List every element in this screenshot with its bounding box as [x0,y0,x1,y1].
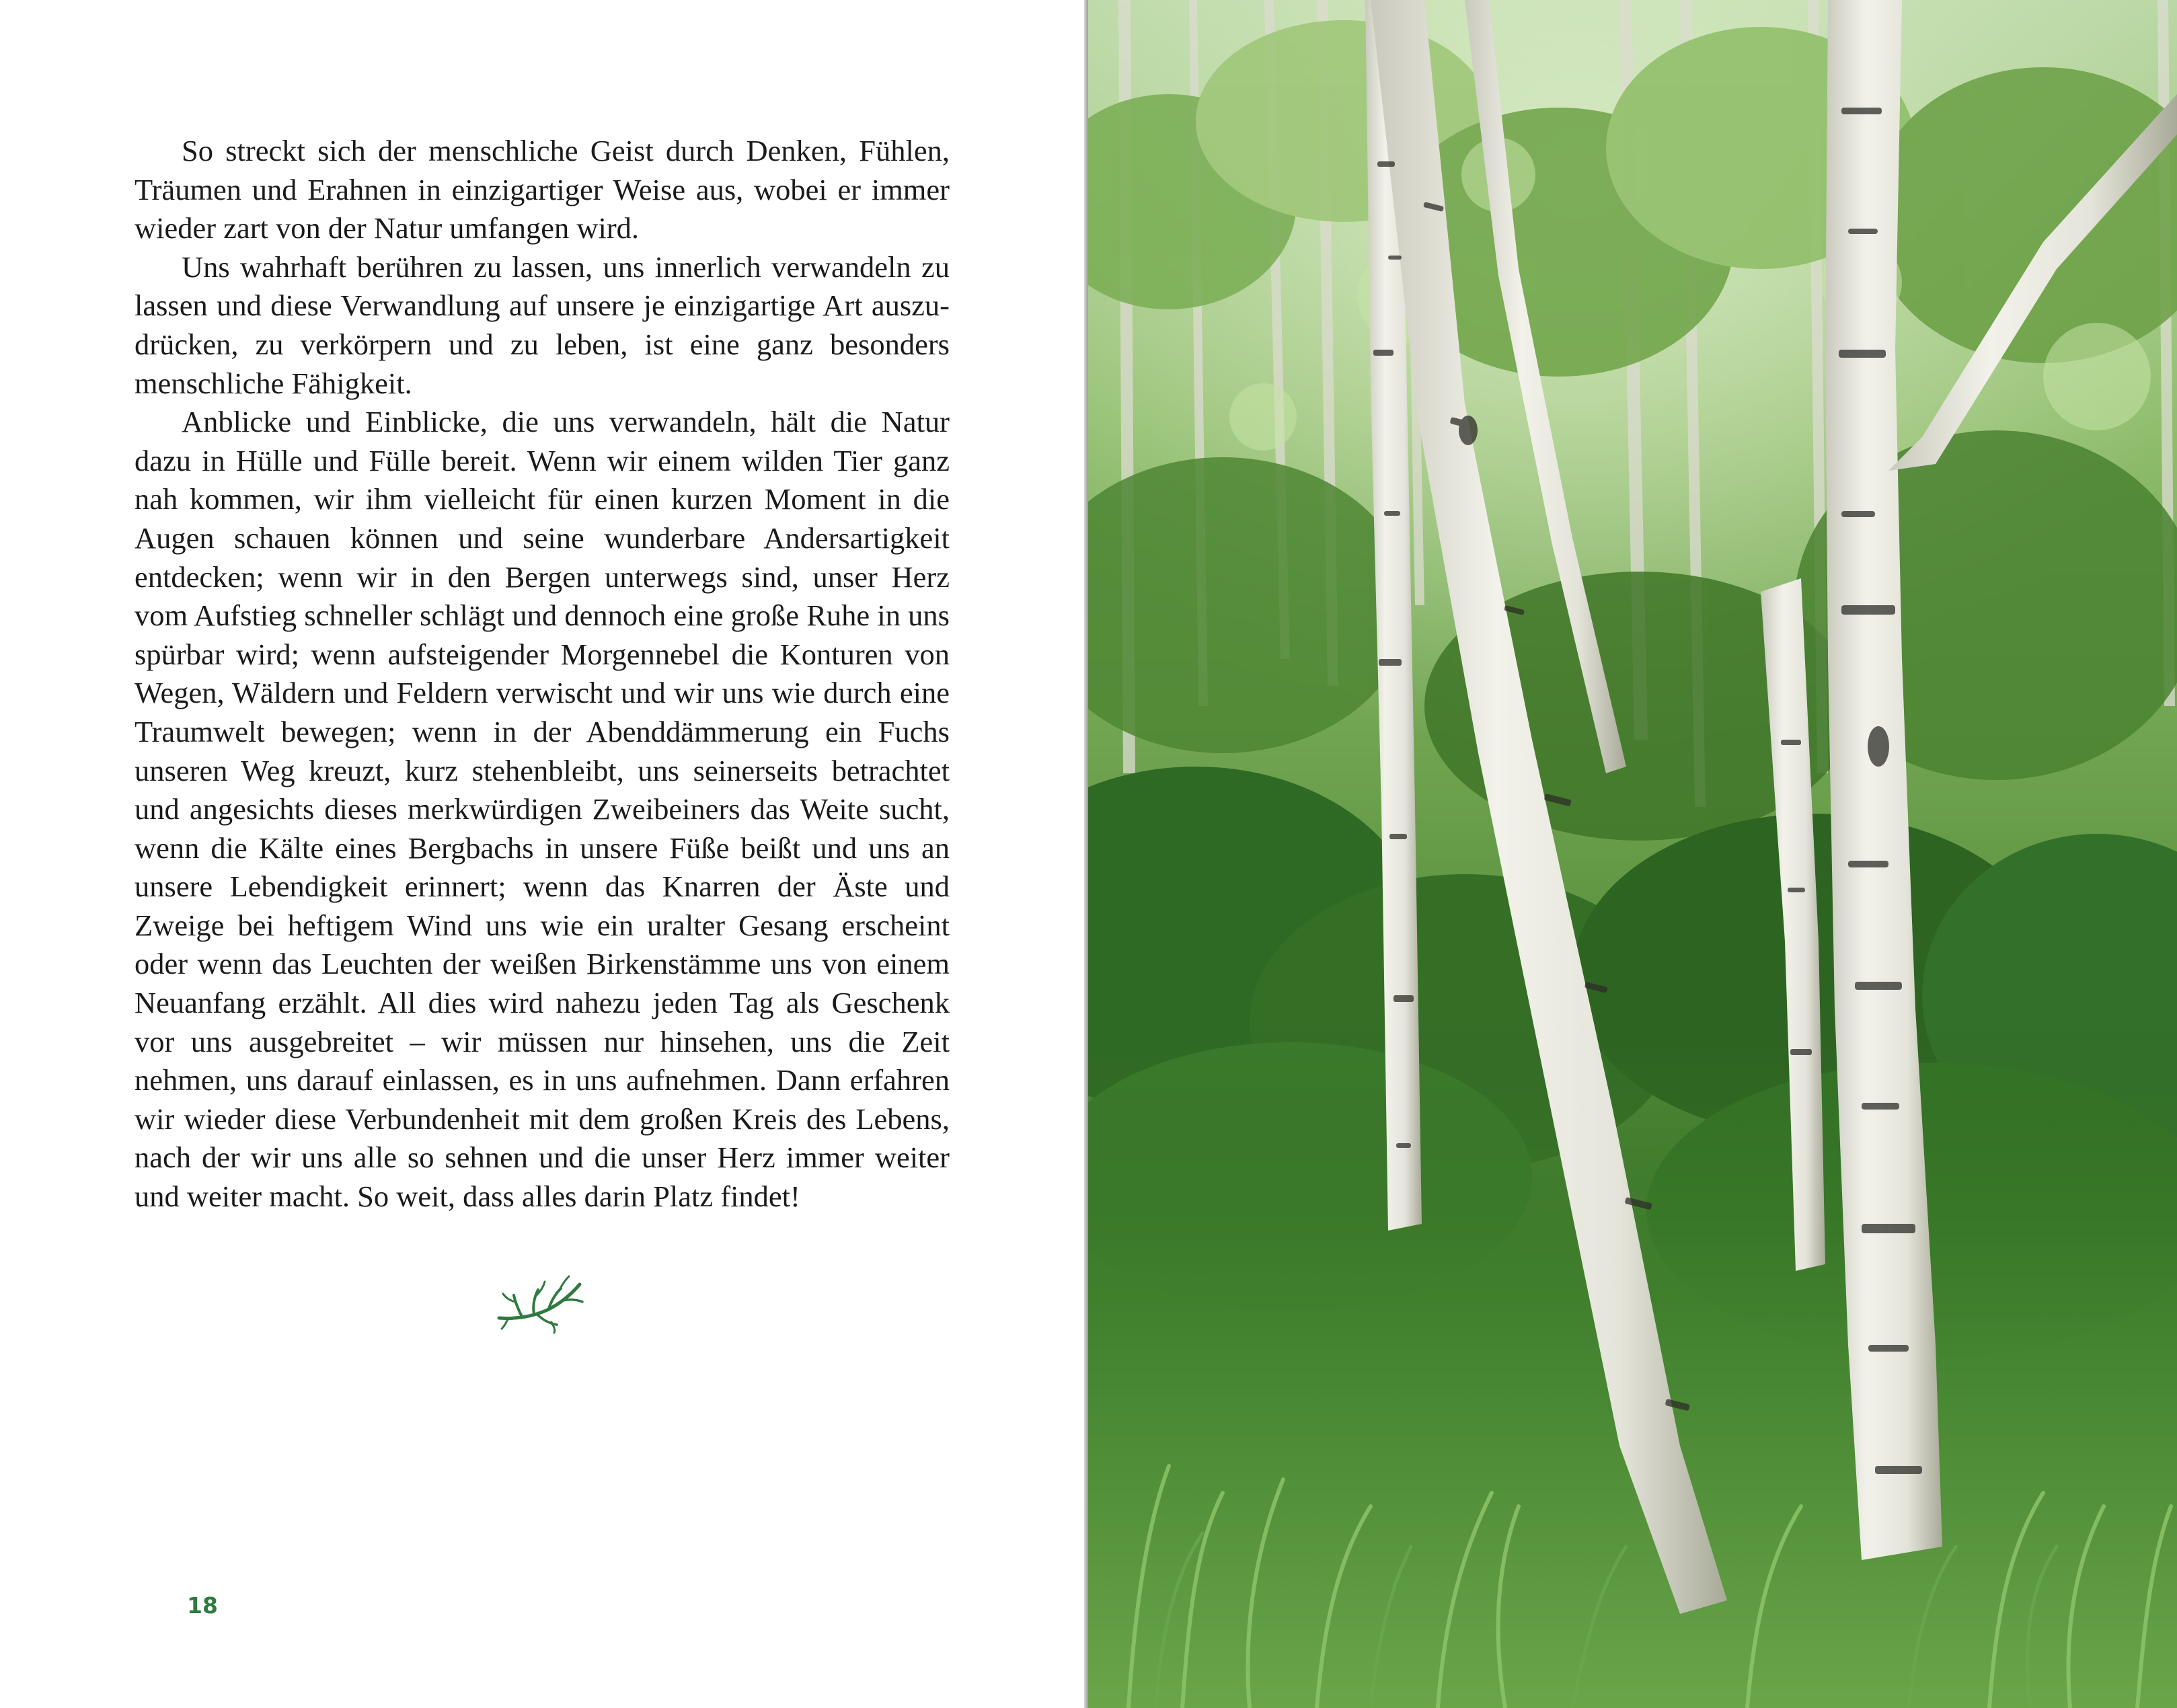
birch-twig-icon [495,1272,586,1334]
paragraph-1: So streckt sich der menschliche Geist durch Denken, Fühlen, Träumen und Erahnen in einzigartiger Weise aus, wobei er immer wieder zart von der Natur umfangen wird. [135,134,950,245]
page-number: 18 [187,1592,218,1619]
body-text [135,132,950,1216]
birch-forest-photo [1088,0,2177,1708]
paragraph-3: Anblicke und Einblicke, die uns verwandeln, hält die Natur dazu in Hülle und Fülle bereit. Wenn wir einem wilden Tier ganz nah kommen, wir ihm vielleicht für einen kurzen Moment in die Augen schauen können und seine wunderbare Andersartigkeit entdecken; wenn wir in den Bergen unterwegs sind, unser Herz vom Aufstieg schneller schlägt und dennoch eine große Ruhe in uns spürbar wird; wenn aufsteigender Morgennebel die Konturen von Wegen, Wäldern und Feldern verwischt und wir uns wie durch eine Traumwelt bewegen; wenn in der Abenddämmerung ein Fuchs unseren Weg kreuzt, kurz stehenbleibt, uns seinerseits betrachtet und angesichts dieses merkwürdigen Zweibeiners das Weite sucht, wenn die Kälte eines Bergbachs in unsere Füße beißt und uns an unsere Lebendigkeit erinnert; wenn das Knarren der Äste und Zweige bei heftigem Wind uns wie ein uralter Gesang erscheint oder wenn das Leuchten der weißen Birkenstämme uns von einem Neuanfang erzählt. All dies wird nahezu jeden Tag als Geschenk vor uns ausgebreitet – wir müssen nur hinsehen, uns die Zeit nehmen, uns darauf einlassen, es in uns aufnehmen. Dann erfahren wir wieder diese Verbundenheit mit dem großen Kreis des Lebens, nach der wir uns alle so sehnen und die unser Herz immer weiter und weiter macht. So weit, dass alles darin Platz findet! [135,405,950,1214]
right-page [1088,0,2177,1708]
left-page [0,0,1087,1708]
paragraph-2: Uns wahrhaft berühren zu lassen, uns innerlich verwandeln zu lassen und diese Verwandlung auf unsere je einzigartige Art auszudrücken, zu verkörpern und zu leben, ist eine ganz besonders menschliche Fähigkeit. [135,249,950,400]
